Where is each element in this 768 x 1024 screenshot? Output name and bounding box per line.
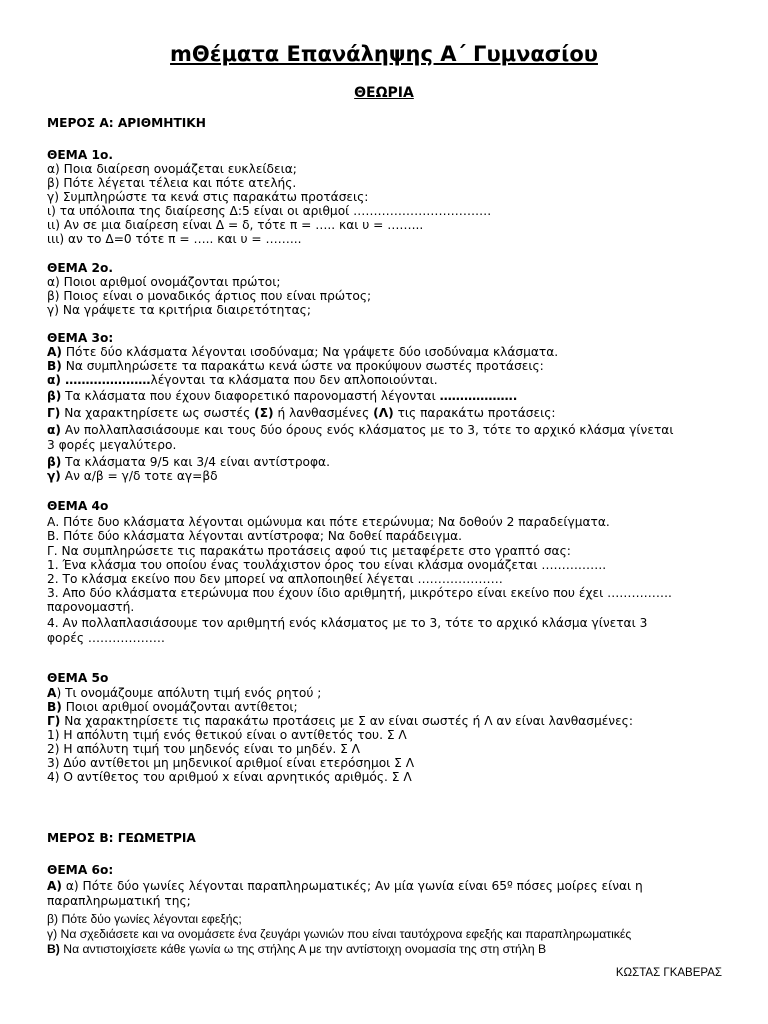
topic-4-line: Α. Πότε δυο κλάσματα λέγονται ομώνυμα και πότε ετερώνυμα; Να δοθούν 2 παραδείγματα.	[47, 515, 610, 529]
topic-6-line: Α) α) Πότε δύο γωνίες λέγονται παραπληρωματικές; Αν μία γωνία είναι 65º πόσες μοίρες είναι η	[47, 879, 643, 893]
topic-4-line: 3. Απο δύο κλάσματα ετερώνυμα που έχουν ίδιο αριθμητή, μικρότερο είναι εκείνο που έχει …………….	[47, 586, 672, 600]
topic-3-line: α) …………………λέγονται τα κλάσματα που δεν απλοποιούνται.	[47, 373, 438, 387]
topic-4-line: παρονομαστή.	[47, 600, 135, 614]
topic-4-line: φορές ……………….	[47, 631, 165, 645]
topic-6-line: γ) Να σχεδιάσετε και να ονομάσετε ένα ζευγάρι γωνιών που είναι ταυτόχρονα εφεξής και παραπληρωματικές	[47, 927, 632, 941]
topic-3-line: Β) Να συμπληρώσετε τα παρακάτω κενά ώστε να προκύψουν σωστές προτάσεις:	[47, 359, 544, 373]
topic-1-heading: ΘΕΜΑ 1ο.	[47, 148, 113, 162]
page-title: mΘέματα Επανάληψης Α΄ Γυμνασίου	[170, 42, 598, 66]
topic-3-line: 3 φορές μεγαλύτερο.	[47, 438, 177, 452]
topic-4-line: 1. Ένα κλάσμα του οποίου ένας τουλάχιστον όρος του είναι κλάσμα ονομάζεται …………….	[47, 558, 607, 572]
section-title-theory: ΘΕΩΡΙΑ	[354, 85, 414, 101]
topic-1-line: ι) τα υπόλοιπα της διαίρεσης Δ:5 είναι οι αριθμοί …………………………….	[47, 204, 492, 218]
topic-4-heading: ΘΕΜΑ 4ο	[47, 499, 109, 513]
topic-4-line: 2. Το κλάσμα εκείνο που δεν μπορεί να απλοποιηθεί λέγεται …………………	[47, 572, 503, 586]
topic-2-line: γ) Να γράψετε τα κριτήρια διαιρετότητας;	[47, 303, 311, 317]
part-a-heading: ΜΕΡΟΣ Α: ΑΡΙΘΜΗΤΙΚΗ	[47, 116, 206, 130]
topic-3-heading: ΘΕΜΑ 3ο:	[47, 331, 114, 345]
topic-3-line: Α) Πότε δύο κλάσματα λέγονται ισοδύναμα; Να γράψετε δύο ισοδύναμα κλάσματα.	[47, 345, 559, 359]
topic-3-line: γ) Αν α/β = γ/δ τοτε αγ=βδ	[47, 469, 218, 483]
topic-3-line: α) Αν πολλαπλασιάσουμε και τους δύο όρους ενός κλάσματος με το 3, τότε το αρχικό κλάσμα γίνεται	[47, 423, 674, 437]
topic-4-line: 4. Αν πολλαπλασιάσουμε τον αριθμητή ενός κλάσματος με το 3, τότε το αρχικό κλάσμα γίνεται 3	[47, 616, 648, 630]
topic-6-line: παραπληρωματική της;	[47, 894, 191, 908]
topic-5-statement: 1) Η απόλυτη τιμή ενός θετικού είναι ο αντίθετός του. Σ Λ	[47, 728, 407, 742]
author-signature: ΚΩΣΤΑΣ ΓΚΑΒΕΡΑΣ	[615, 967, 722, 979]
topic-1-line: ιι) Αν σε μια διαίρεση είναι Δ = δ, τότε π = ….. και υ = ……...	[47, 218, 424, 232]
topic-3-line: β) Τα κλάσματα 9/5 και 3/4 είναι αντίστροφα.	[47, 455, 330, 469]
topic-4-line: Β. Πότε δύο κλάσματα λέγονται αντίστροφα; Να δοθεί παράδειγμα.	[47, 529, 462, 543]
topic-6-line: β) Πότε δύο γωνίες λέγονται εφεξής;	[47, 912, 242, 926]
topic-1-line: α) Ποια διαίρεση ονομάζεται ευκλείδεια;	[47, 162, 297, 176]
topic-5-statement: 3) Δύο αντίθετοι μη μηδενικοί αριθμοί είναι ετερόσημοι Σ Λ	[47, 756, 415, 770]
topic-6-line: Β) Να αντιστοιχίσετε κάθε γωνία ω της στήλης Α με την αντίστοιχη ονομασία της στη στήλη Β	[47, 942, 547, 956]
topic-5-heading: ΘΕΜΑ 5ο	[47, 671, 109, 685]
topic-3-line: β) Τα κλάσματα που έχουν διαφορετικό παρονομαστή λέγονται ……………….	[47, 389, 518, 403]
topic-2-line: β) Ποιος είναι ο μοναδικός άρτιος που είναι πρώτος;	[47, 289, 372, 303]
topic-6-heading: ΘΕΜΑ 6ο:	[47, 863, 114, 877]
topic-4-line: Γ. Να συμπληρώσετε τις παρακάτω προτάσεις αφού τις μεταφέρετε στο γραπτό σας:	[47, 544, 571, 558]
topic-2-heading: ΘΕΜΑ 2ο.	[47, 261, 113, 275]
topic-5-line: Β) Ποιοι αριθμοί ονομάζονται αντίθετοι;	[47, 700, 298, 714]
topic-3-line: Γ) Να χαρακτηρίσετε ως σωστές (Σ) ή λανθασμένες (Λ) τις παρακάτω προτάσεις:	[47, 406, 556, 420]
topic-1-line: β) Πότε λέγεται τέλεια και πότε ατελής.	[47, 176, 297, 190]
part-b-heading: ΜΕΡΟΣ Β: ΓΕΩΜΕΤΡΙΑ	[47, 831, 196, 845]
topic-1-line: ιιι) αν το Δ=0 τότε π = ….. και υ = ……...	[47, 232, 302, 246]
topic-5-statement: 4) Ο αντίθετος του αριθμού x είναι αρνητικός αριθμός. Σ Λ	[47, 770, 412, 784]
topic-5-line: Α) Τι ονομάζουμε απόλυτη τιμή ενός ρητού ;	[47, 686, 322, 700]
topic-5-statement: 2) Η απόλυτη τιμή του μηδενός είναι το μηδέν. Σ Λ	[47, 742, 361, 756]
topic-2-line: α) Ποιοι αριθμοί ονομάζονται πρώτοι;	[47, 275, 281, 289]
topic-5-line: Γ) Να χαρακτηρίσετε τις παρακάτω προτάσεις με Σ αν είναι σωστές ή Λ αν είναι λανθασμένες:	[47, 714, 633, 728]
topic-1-line: γ) Συμπληρώστε τα κενά στις παρακάτω προτάσεις:	[47, 190, 369, 204]
